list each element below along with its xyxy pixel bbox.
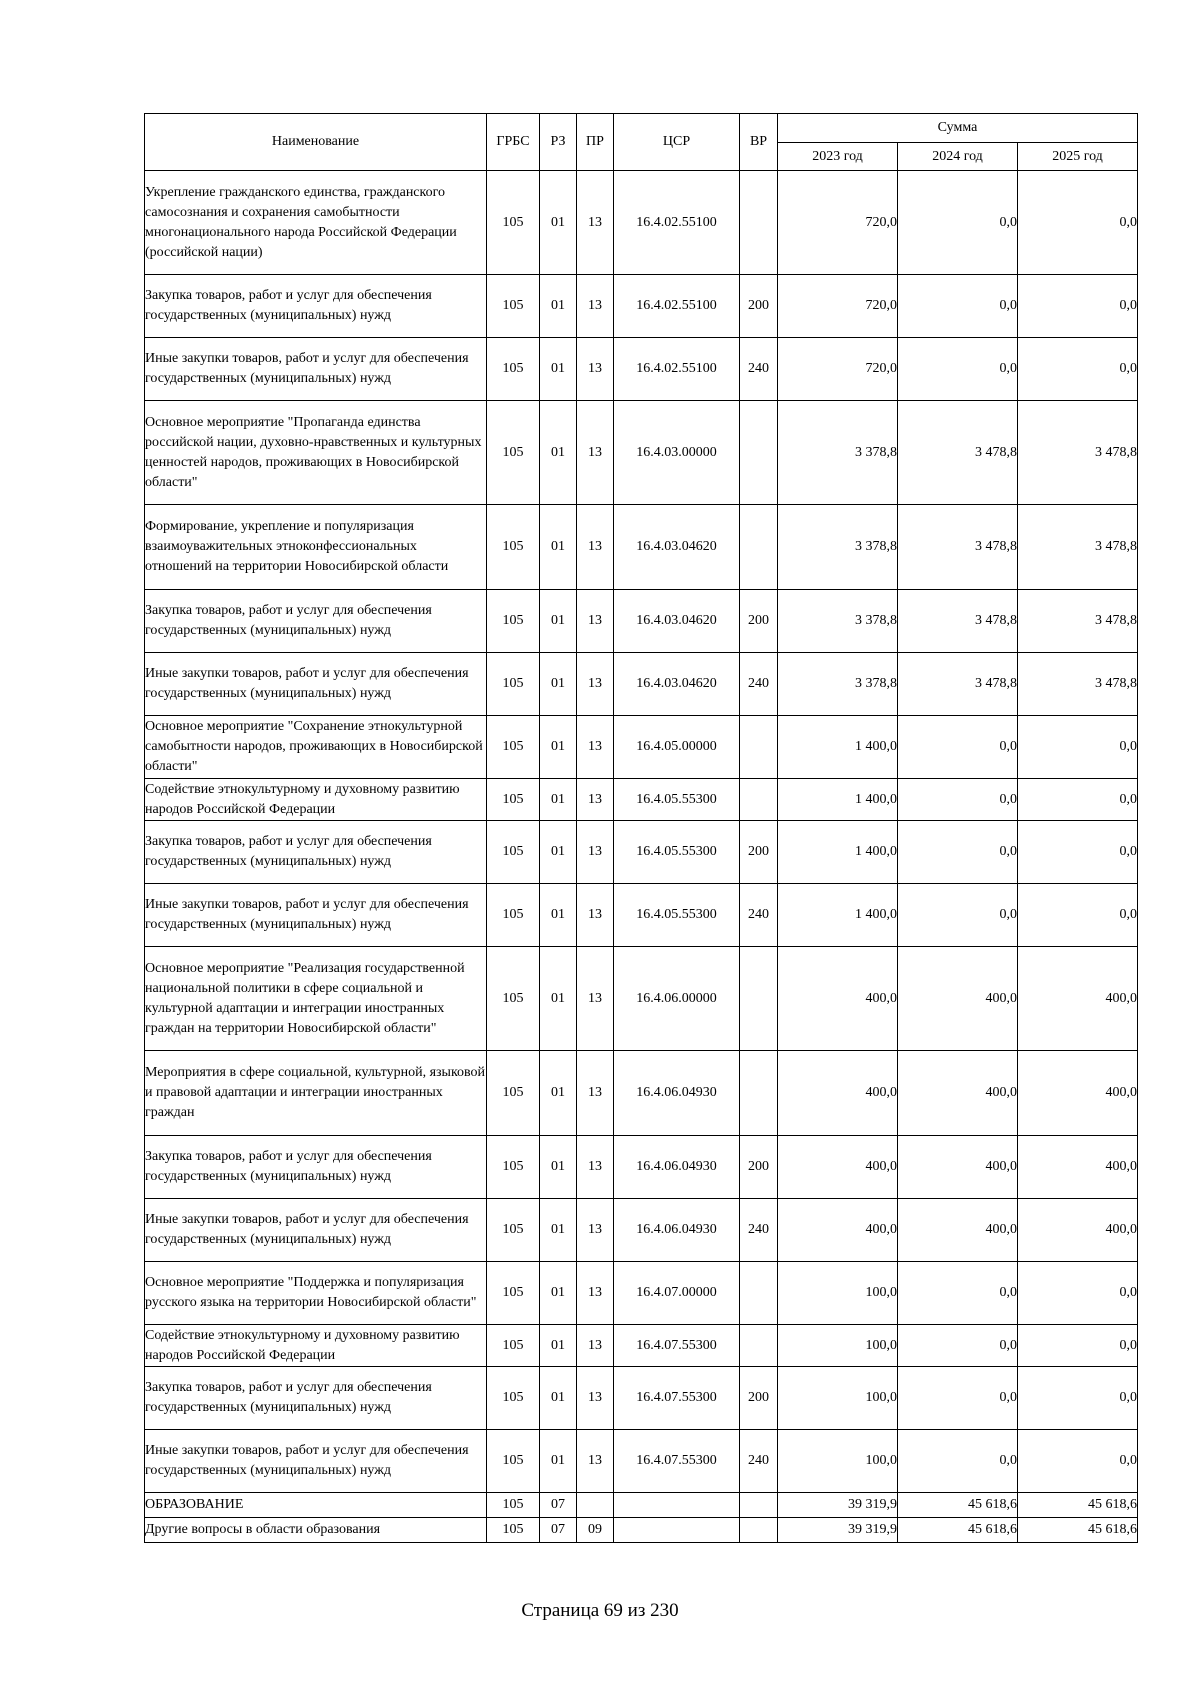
cell-y2024: 0,0 [898, 171, 1018, 275]
cell-grbs: 105 [487, 947, 540, 1051]
cell-rz: 01 [540, 171, 577, 275]
cell-pr: 13 [577, 947, 614, 1051]
cell-name: Основное мероприятие "Сохранение этнокультурной самобытности народов, проживающих в Новосибирской области" [145, 716, 487, 779]
cell-name: Укрепление гражданского единства, гражданского самосознания и сохранения самобытности многонационального народа Российской Федерации (российской нации) [145, 171, 487, 275]
cell-csr: 16.4.05.55300 [614, 779, 740, 821]
cell-y2025: 0,0 [1018, 821, 1138, 884]
cell-pr: 13 [577, 779, 614, 821]
cell-y2024: 0,0 [898, 338, 1018, 401]
cell-y2025: 3 478,8 [1018, 505, 1138, 590]
cell-rz: 01 [540, 653, 577, 716]
cell-grbs: 105 [487, 1051, 540, 1136]
cell-y2025: 45 618,6 [1018, 1518, 1138, 1543]
cell-name: Основное мероприятие "Реализация государственной национальной политики в сфере социальной и культурной адаптации и интеграции иностранных граждан на территории Новосибирской области" [145, 947, 487, 1051]
header-year-2024: 2024 год [898, 143, 1018, 171]
cell-csr: 16.4.06.04930 [614, 1051, 740, 1136]
cell-pr: 13 [577, 401, 614, 505]
cell-y2025: 0,0 [1018, 779, 1138, 821]
cell-grbs: 105 [487, 1262, 540, 1325]
cell-csr: 16.4.05.55300 [614, 821, 740, 884]
cell-grbs: 105 [487, 338, 540, 401]
cell-rz: 01 [540, 275, 577, 338]
cell-y2024: 400,0 [898, 1136, 1018, 1199]
header-csr: ЦСР [614, 114, 740, 171]
cell-y2025: 0,0 [1018, 1325, 1138, 1367]
cell-pr: 13 [577, 884, 614, 947]
cell-rz: 01 [540, 1325, 577, 1367]
cell-y2023: 720,0 [778, 275, 898, 338]
cell-y2023: 1 400,0 [778, 779, 898, 821]
cell-grbs: 105 [487, 821, 540, 884]
cell-name: Иные закупки товаров, работ и услуг для обеспечения государственных (муниципальных) нужд [145, 884, 487, 947]
cell-csr: 16.4.02.55100 [614, 275, 740, 338]
cell-y2024: 400,0 [898, 1051, 1018, 1136]
cell-y2024: 45 618,6 [898, 1518, 1018, 1543]
cell-y2023: 100,0 [778, 1367, 898, 1430]
header-grbs: ГРБС [487, 114, 540, 171]
cell-vr [740, 171, 778, 275]
table-row [145, 1325, 1138, 1367]
cell-y2024: 0,0 [898, 275, 1018, 338]
cell-vr [740, 1051, 778, 1136]
cell-pr [577, 1493, 614, 1518]
cell-rz: 01 [540, 821, 577, 884]
cell-y2023: 100,0 [778, 1325, 898, 1367]
cell-y2025: 400,0 [1018, 947, 1138, 1051]
cell-csr: 16.4.02.55100 [614, 171, 740, 275]
cell-y2023: 3 378,8 [778, 505, 898, 590]
cell-y2025: 0,0 [1018, 1430, 1138, 1493]
cell-y2024: 0,0 [898, 821, 1018, 884]
cell-csr: 16.4.05.00000 [614, 716, 740, 779]
cell-y2023: 3 378,8 [778, 653, 898, 716]
cell-rz: 01 [540, 1262, 577, 1325]
table-row [145, 338, 1138, 401]
cell-grbs: 105 [487, 653, 540, 716]
cell-y2025: 0,0 [1018, 716, 1138, 779]
table-row [145, 1136, 1138, 1199]
cell-y2025: 0,0 [1018, 1262, 1138, 1325]
cell-vr [740, 1518, 778, 1543]
cell-y2025: 3 478,8 [1018, 401, 1138, 505]
table-row [145, 1430, 1138, 1493]
cell-vr: 200 [740, 1367, 778, 1430]
table-row [145, 275, 1138, 338]
cell-grbs: 105 [487, 779, 540, 821]
cell-y2025: 400,0 [1018, 1199, 1138, 1262]
cell-y2024: 3 478,8 [898, 653, 1018, 716]
cell-y2023: 1 400,0 [778, 716, 898, 779]
cell-rz: 01 [540, 884, 577, 947]
table-row [145, 947, 1138, 1051]
cell-y2024: 0,0 [898, 884, 1018, 947]
page-number: Страница 69 из 230 [521, 1600, 679, 1621]
cell-name: Основное мероприятие "Поддержка и популяризация русского языка на территории Новосибирской области" [145, 1262, 487, 1325]
cell-y2025: 400,0 [1018, 1136, 1138, 1199]
cell-y2025: 0,0 [1018, 1367, 1138, 1430]
cell-csr: 16.4.03.00000 [614, 401, 740, 505]
cell-vr: 240 [740, 884, 778, 947]
cell-y2023: 100,0 [778, 1430, 898, 1493]
cell-pr: 13 [577, 590, 614, 653]
cell-name: Иные закупки товаров, работ и услуг для обеспечения государственных (муниципальных) нужд [145, 1199, 487, 1262]
cell-csr [614, 1493, 740, 1518]
cell-pr: 13 [577, 171, 614, 275]
cell-name: Формирование, укрепление и популяризация взаимоуважительных этноконфессиональных отношений на территории Новосибирской области [145, 505, 487, 590]
cell-y2023: 720,0 [778, 338, 898, 401]
cell-rz: 01 [540, 338, 577, 401]
cell-grbs: 105 [487, 401, 540, 505]
cell-rz: 01 [540, 1051, 577, 1136]
cell-vr: 240 [740, 1430, 778, 1493]
header-vr: ВР [740, 114, 778, 171]
cell-csr: 16.4.05.55300 [614, 884, 740, 947]
cell-grbs: 105 [487, 1430, 540, 1493]
cell-vr [740, 716, 778, 779]
cell-csr: 16.4.07.55300 [614, 1367, 740, 1430]
table-row [145, 779, 1138, 821]
cell-y2025: 0,0 [1018, 171, 1138, 275]
cell-pr: 13 [577, 1051, 614, 1136]
cell-grbs: 105 [487, 884, 540, 947]
cell-y2023: 400,0 [778, 947, 898, 1051]
cell-csr: 16.4.07.55300 [614, 1325, 740, 1367]
cell-name: Основное мероприятие "Пропаганда единства российской нации, духовно-нравственных и культурных ценностей народов, проживающих в Новосибирской области" [145, 401, 487, 505]
cell-grbs: 105 [487, 590, 540, 653]
table-row [145, 590, 1138, 653]
table-row [145, 1262, 1138, 1325]
cell-pr: 13 [577, 821, 614, 884]
table-row [145, 1518, 1138, 1543]
cell-y2024: 0,0 [898, 1367, 1018, 1430]
cell-y2024: 0,0 [898, 1262, 1018, 1325]
cell-y2023: 400,0 [778, 1051, 898, 1136]
cell-pr: 13 [577, 1136, 614, 1199]
cell-y2023: 39 319,9 [778, 1493, 898, 1518]
cell-pr: 13 [577, 653, 614, 716]
table-row [145, 884, 1138, 947]
table-row [145, 505, 1138, 590]
cell-vr: 200 [740, 1136, 778, 1199]
cell-csr: 16.4.06.00000 [614, 947, 740, 1051]
cell-y2023: 3 378,8 [778, 401, 898, 505]
cell-y2025: 3 478,8 [1018, 653, 1138, 716]
header-rz: РЗ [540, 114, 577, 171]
cell-y2025: 0,0 [1018, 275, 1138, 338]
cell-pr: 13 [577, 1199, 614, 1262]
cell-pr: 13 [577, 1262, 614, 1325]
cell-grbs: 105 [487, 1518, 540, 1543]
table-row [145, 401, 1138, 505]
cell-vr [740, 779, 778, 821]
table-body [145, 171, 1138, 1543]
cell-y2024: 0,0 [898, 716, 1018, 779]
table-row [145, 1199, 1138, 1262]
cell-name: Содействие этнокультурному и духовному развитию народов Российской Федерации [145, 1325, 487, 1367]
header-name: Наименование [145, 114, 487, 171]
cell-name: ОБРАЗОВАНИЕ [145, 1493, 487, 1518]
cell-grbs: 105 [487, 275, 540, 338]
cell-pr: 13 [577, 338, 614, 401]
cell-grbs: 105 [487, 1136, 540, 1199]
cell-vr: 240 [740, 338, 778, 401]
cell-name: Содействие этнокультурному и духовному развитию народов Российской Федерации [145, 779, 487, 821]
cell-name: Закупка товаров, работ и услуг для обеспечения государственных (муниципальных) нужд [145, 590, 487, 653]
cell-rz: 01 [540, 401, 577, 505]
cell-pr: 13 [577, 1325, 614, 1367]
cell-pr: 13 [577, 1430, 614, 1493]
cell-name: Закупка товаров, работ и услуг для обеспечения государственных (муниципальных) нужд [145, 275, 487, 338]
cell-rz: 01 [540, 1136, 577, 1199]
cell-y2025: 3 478,8 [1018, 590, 1138, 653]
cell-vr: 240 [740, 653, 778, 716]
cell-rz: 01 [540, 716, 577, 779]
cell-pr: 13 [577, 505, 614, 590]
cell-grbs: 105 [487, 1367, 540, 1430]
table-row [145, 653, 1138, 716]
cell-y2023: 400,0 [778, 1136, 898, 1199]
cell-rz: 01 [540, 590, 577, 653]
cell-name: Иные закупки товаров, работ и услуг для обеспечения государственных (муниципальных) нужд [145, 653, 487, 716]
cell-rz: 01 [540, 505, 577, 590]
cell-y2024: 3 478,8 [898, 401, 1018, 505]
header-year-2023: 2023 год [778, 143, 898, 171]
cell-vr [740, 947, 778, 1051]
cell-name: Закупка товаров, работ и услуг для обеспечения государственных (муниципальных) нужд [145, 1367, 487, 1430]
cell-csr: 16.4.02.55100 [614, 338, 740, 401]
cell-y2025: 400,0 [1018, 1051, 1138, 1136]
cell-csr: 16.4.06.04930 [614, 1199, 740, 1262]
cell-y2024: 3 478,8 [898, 505, 1018, 590]
cell-csr [614, 1518, 740, 1543]
cell-vr: 200 [740, 821, 778, 884]
header-pr: ПР [577, 114, 614, 171]
cell-name: Закупка товаров, работ и услуг для обеспечения государственных (муниципальных) нужд [145, 1136, 487, 1199]
cell-grbs: 105 [487, 1199, 540, 1262]
cell-vr [740, 1262, 778, 1325]
cell-y2023: 720,0 [778, 171, 898, 275]
cell-vr: 240 [740, 1199, 778, 1262]
cell-y2025: 0,0 [1018, 884, 1138, 947]
cell-y2024: 400,0 [898, 947, 1018, 1051]
cell-y2024: 400,0 [898, 1199, 1018, 1262]
table-row [145, 1051, 1138, 1136]
table-row [145, 821, 1138, 884]
cell-csr: 16.4.03.04620 [614, 653, 740, 716]
cell-grbs: 105 [487, 505, 540, 590]
cell-name: Иные закупки товаров, работ и услуг для обеспечения государственных (муниципальных) нужд [145, 338, 487, 401]
cell-rz: 01 [540, 779, 577, 821]
cell-y2023: 100,0 [778, 1262, 898, 1325]
cell-grbs: 105 [487, 171, 540, 275]
cell-y2024: 45 618,6 [898, 1493, 1018, 1518]
cell-vr [740, 505, 778, 590]
cell-csr: 16.4.03.04620 [614, 505, 740, 590]
cell-y2025: 0,0 [1018, 338, 1138, 401]
header-sum: Сумма [778, 114, 1138, 143]
budget-table [144, 113, 1138, 1543]
cell-grbs: 105 [487, 1325, 540, 1367]
cell-pr: 09 [577, 1518, 614, 1543]
header-year-2025: 2025 год [1018, 143, 1138, 171]
cell-y2025: 45 618,6 [1018, 1493, 1138, 1518]
cell-vr: 200 [740, 590, 778, 653]
cell-csr: 16.4.03.04620 [614, 590, 740, 653]
cell-y2024: 0,0 [898, 1430, 1018, 1493]
cell-vr: 200 [740, 275, 778, 338]
cell-pr: 13 [577, 716, 614, 779]
cell-y2023: 1 400,0 [778, 821, 898, 884]
cell-rz: 01 [540, 947, 577, 1051]
cell-name: Мероприятия в сфере социальной, культурной, языковой и правовой адаптации и интеграции иностранных граждан [145, 1051, 487, 1136]
cell-vr [740, 1325, 778, 1367]
table-row [145, 1367, 1138, 1430]
cell-name: Другие вопросы в области образования [145, 1518, 487, 1543]
cell-rz: 01 [540, 1430, 577, 1493]
cell-y2024: 3 478,8 [898, 590, 1018, 653]
table-row [145, 1493, 1138, 1518]
cell-grbs: 105 [487, 1493, 540, 1518]
cell-csr: 16.4.06.04930 [614, 1136, 740, 1199]
cell-y2023: 1 400,0 [778, 884, 898, 947]
cell-name: Иные закупки товаров, работ и услуг для обеспечения государственных (муниципальных) нужд [145, 1430, 487, 1493]
cell-vr [740, 401, 778, 505]
cell-y2023: 400,0 [778, 1199, 898, 1262]
cell-grbs: 105 [487, 716, 540, 779]
cell-rz: 01 [540, 1367, 577, 1430]
cell-y2024: 0,0 [898, 1325, 1018, 1367]
cell-rz: 07 [540, 1493, 577, 1518]
cell-csr: 16.4.07.55300 [614, 1430, 740, 1493]
table-row [145, 171, 1138, 275]
cell-pr: 13 [577, 275, 614, 338]
cell-vr [740, 1493, 778, 1518]
cell-y2024: 0,0 [898, 779, 1018, 821]
cell-y2023: 3 378,8 [778, 590, 898, 653]
cell-pr: 13 [577, 1367, 614, 1430]
cell-y2023: 39 319,9 [778, 1518, 898, 1543]
table-row [145, 716, 1138, 779]
cell-rz: 07 [540, 1518, 577, 1543]
cell-csr: 16.4.07.00000 [614, 1262, 740, 1325]
cell-rz: 01 [540, 1199, 577, 1262]
cell-name: Закупка товаров, работ и услуг для обеспечения государственных (муниципальных) нужд [145, 821, 487, 884]
